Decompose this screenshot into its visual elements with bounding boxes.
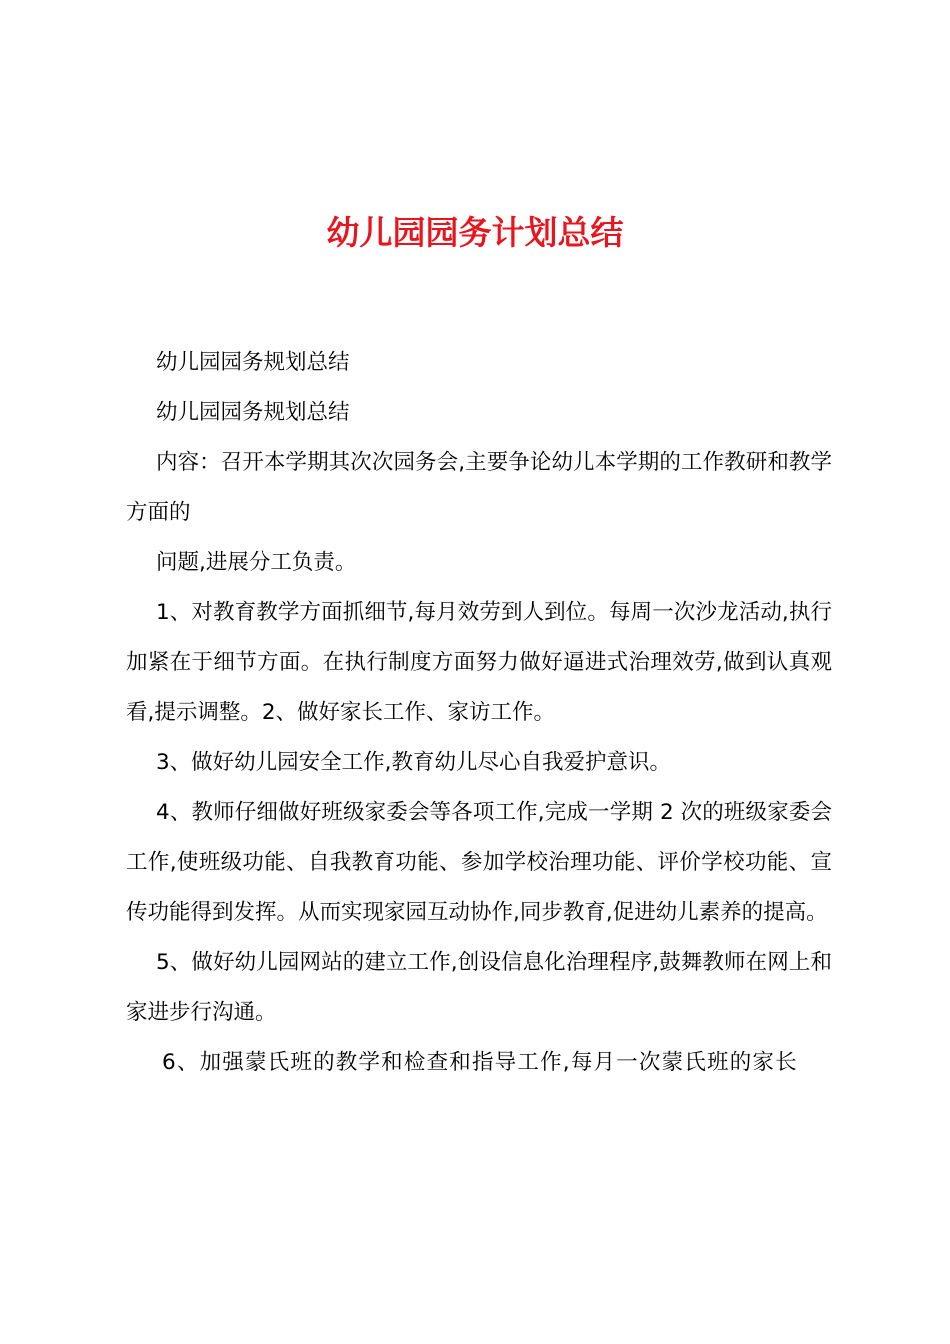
paragraph: 6、加强蒙氏班的教学和检查和指导工作,每月一次蒙氏班的家长 [162, 1050, 798, 1075]
document-body [126, 338, 832, 1088]
paragraph: 内容：召开本学期其次次园务会,主要争论幼儿本学期的工作教研和教学方面的 [126, 450, 832, 525]
paragraph: 幼儿园园务规划总结 [156, 400, 350, 425]
paragraph: 3、做好幼儿园安全工作,教育幼儿尽心自我爱护意识。 [156, 750, 672, 775]
paragraph: 5、做好幼儿园网站的建立工作,创设信息化治理程序,鼓舞教师在网上和家进步行沟通。 [126, 950, 832, 1025]
paragraph: 1、对教育教学方面抓细节,每月效劳到人到位。每周一次沙龙活动,执行加紧在于细节方面。在执行制度方面努力做好逼进式治理效劳,做到认真观看,提示调整。2、做好家长工作、家访工作。 [126, 600, 832, 725]
document-title: 幼儿园园务计划总结 [326, 213, 624, 252]
paragraph: 问题,进展分工负责。 [156, 550, 357, 575]
paragraph: 幼儿园园务规划总结 [156, 350, 350, 375]
paragraph: 4、教师仔细做好班级家委会等各项工作,完成一学期 2 次的班级家委会工作,使班级功能、自我教育功能、参加学校治理功能、评价学校功能、宣传功能得到发挥。从而实现家园互动协作,同步教育,促进幼儿素养的提高。 [126, 800, 832, 925]
